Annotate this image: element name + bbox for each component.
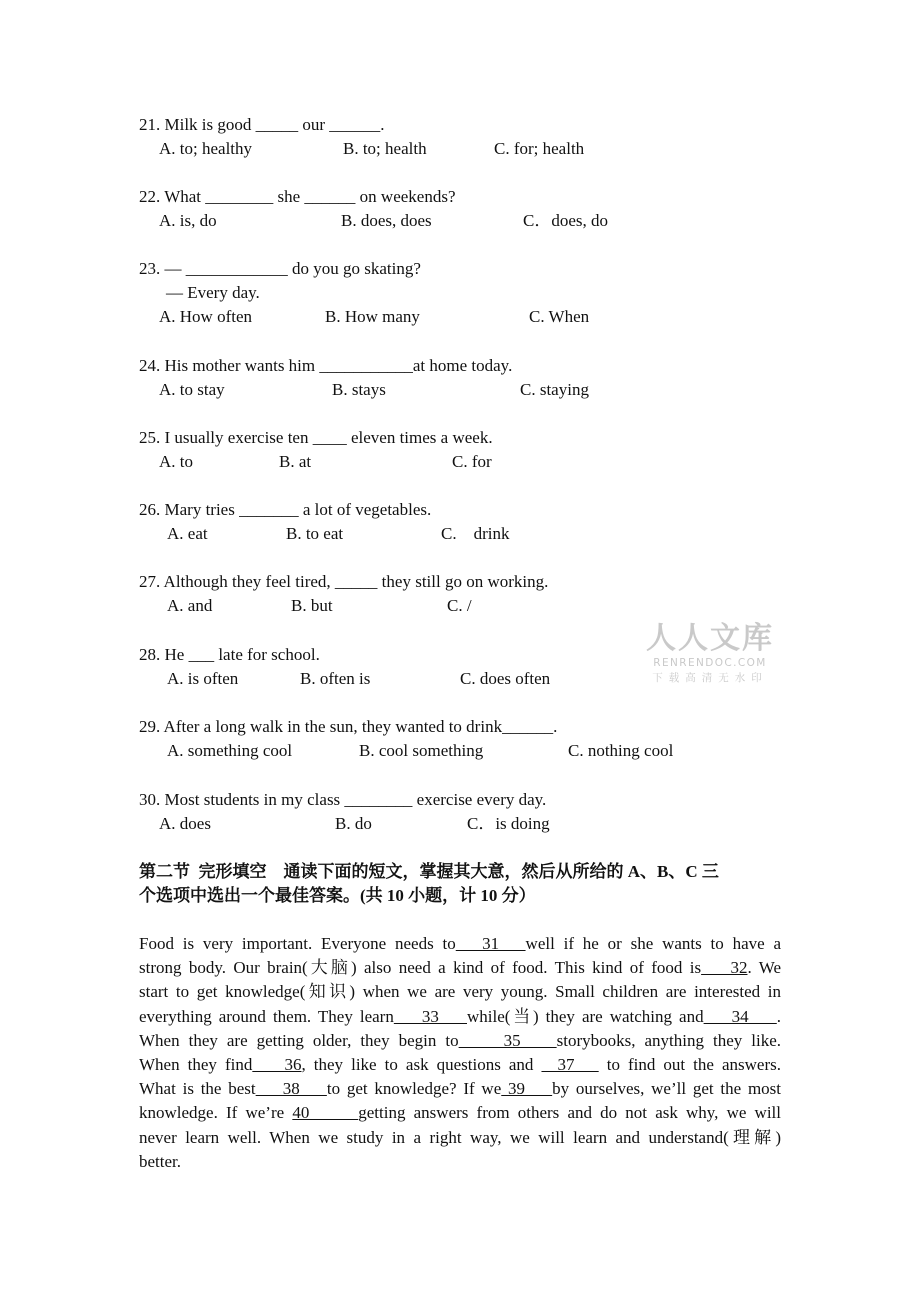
option-b: B. to; health [343,139,427,158]
option-c: C. nothing cool [568,741,674,760]
option-b: B. cool something [359,741,484,760]
option-c: C. drink [441,524,510,543]
passage-line: What is the best 38 to get knowledge? If we 39 by ourselves, we’ll get the most [139,1079,782,1099]
option-b: B. to eat [286,524,344,543]
option-a: A. and [167,596,213,615]
option-a: A. How often [159,307,253,326]
question-answer-line: — Every day. [166,283,260,302]
passage-line: When they find 36, they like to ask questions and 37 to find out the answers. [139,1055,782,1075]
blank-35: 35 [458,1030,557,1050]
option-b: B. do [335,814,372,833]
blank-37: 37 [541,1055,599,1075]
option-c: C. does often [460,669,551,688]
option-b: B. does, does [341,211,432,230]
option-a: A. eat [167,524,208,543]
option-c: C. / [447,596,472,615]
blank-32: 32 [701,958,748,978]
blank-40: 40 [292,1103,359,1123]
option-c: C. for [452,452,492,471]
question-stem: 27. Although they feel tired, _____ they still go on working. [139,572,549,591]
watermark-tagline: 下载高清无水印 [652,672,768,684]
blank-39: 39 [501,1079,553,1099]
blank-33: 33 [393,1006,467,1026]
passage-line: better. [139,1151,182,1171]
option-c: C. for; health [494,139,585,158]
blank-31: 31 [455,934,526,953]
question-stem: 21. Milk is good _____ our ______. [139,115,385,134]
question-stem: 26. Mary tries _______ a lot of vegetables. [139,500,432,519]
question-stem: 25. I usually exercise ten ____ eleven times a week. [139,428,493,447]
option-a: A. something cool [167,741,293,760]
passage-line: start to get knowledge(知识) when we are very young. Small children are interested in [139,982,781,1002]
section-heading [139,860,781,908]
option-c: C. staying [520,380,589,399]
passage-line: When they are getting older, they begin to 35 storybooks, anything they like. [139,1030,781,1050]
passage-line: knowledge. If we’re 40 getting answers from others and do not ask why, we will [139,1103,782,1123]
watermark-domain: RENRENDOC.COM [653,657,767,669]
question-stem: 29. After a long walk in the sun, they wanted to drink______. [139,717,558,736]
option-b: B. at [279,452,312,471]
option-a: A. to stay [159,380,225,399]
blank-34: 34 [703,1006,777,1026]
option-a: A. to [159,452,193,471]
blank-38: 38 [255,1079,327,1099]
passage-line: never learn well. When we study in a right way, we will learn and understand(理解) [139,1127,781,1147]
option-b: B. often is [300,669,371,688]
passage-line: Food is very important. Everyone needs to 31 well if he or she wants to have a [139,934,782,953]
question-stem: 30. Most students in my class ________ exercise every day. [139,790,547,809]
option-a: A. is often [167,669,239,688]
option-c: C. When [529,307,590,326]
question-stem: 23. — ____________ do you go skating? [139,259,421,278]
option-b: B. How many [325,307,420,326]
option-a: A. to; healthy [159,139,253,158]
option-b: B. stays [332,380,386,399]
option-a: A. is, do [159,211,217,230]
passage-line: strong body. Our brain(大脑) also need a kind of food. This kind of food is 32. We [139,958,782,978]
blank-36: 36 [252,1055,302,1075]
question-stem: 28. He ___ late for school. [139,645,320,664]
watermark-title: 人人文库 [646,621,774,656]
cloze-passage [139,932,781,1174]
option-a: A. does [159,814,211,833]
option-c: C．does, do [523,211,608,230]
option-c: C．is doing [467,814,550,833]
question-stem: 22. What ________ she ______ on weekends? [139,187,456,206]
question-stem: 24. His mother wants him ___________at home today. [139,356,513,375]
option-b: B. but [291,596,333,615]
watermark-logo [646,622,774,686]
passage-line: everything around them. They learn 33 while(当) they are watching and 34 . [139,1006,782,1026]
section-heading-line-2: 个选项中选出一个最佳答案。(共 10 小题，计 10 分） [139,886,536,905]
section-heading-line-1: 第二节 完形填空 通读下面的短文，掌握其大意，然后从所给的 A、B、C 三 [139,862,719,881]
